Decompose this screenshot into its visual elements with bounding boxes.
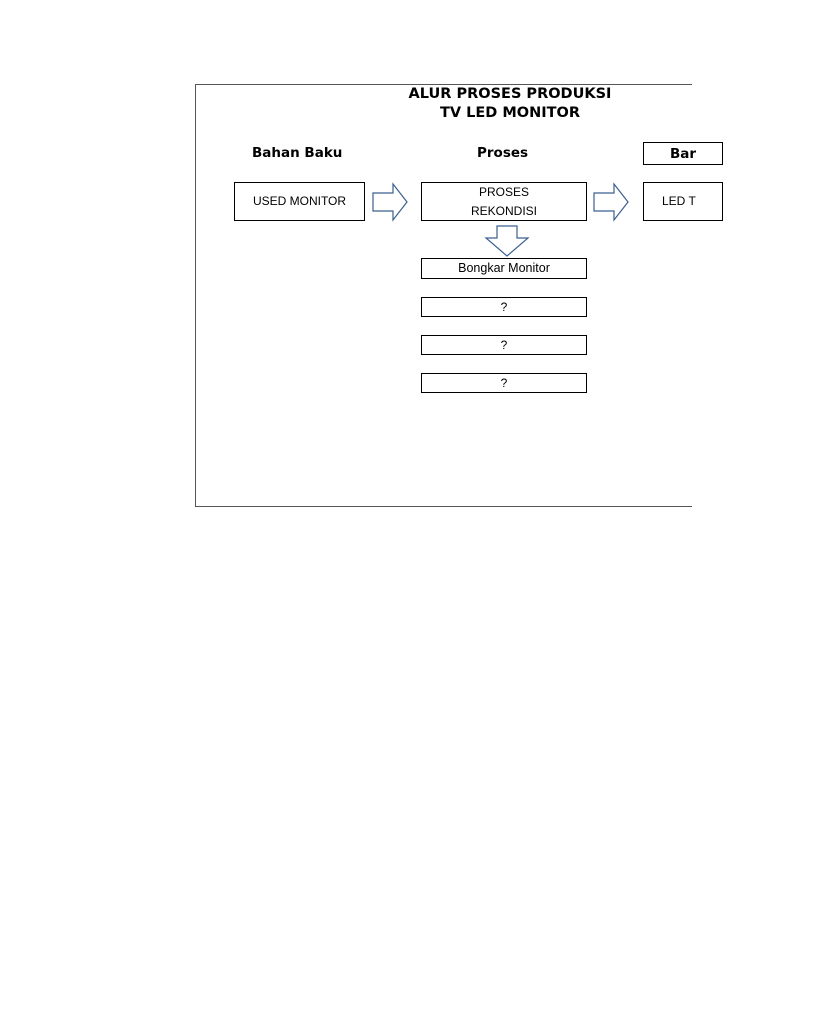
step-label: Bongkar Monitor [458,261,550,275]
block-arrow-right-icon [372,183,408,221]
column-heading-finished-goods [643,142,723,165]
block-arrow-right-icon [593,183,629,221]
step-box [421,297,587,317]
diagram-frame [195,84,697,507]
step-label: ? [500,375,508,390]
process-box-rekondisi [421,182,587,221]
diagram-title-line1: ALUR PROSES PRODUKSI [408,86,612,102]
process-box-label-line2: REKONDISI [470,203,537,218]
step-label: ? [500,337,508,352]
step-box [421,258,587,279]
process-box-label-line1: PROSES [478,184,529,199]
column-heading-finished-goods-label: Bar [670,145,697,162]
column-heading-raw-material: Bahan Baku [252,145,343,161]
input-box-used-monitor [234,182,365,221]
column-heading-process: Proses [477,145,529,161]
output-box-label: LED T [662,194,696,208]
diagram-title-line2: TV LED MONITOR [439,105,581,121]
step-box [421,335,587,355]
output-box-led-tv [643,182,723,221]
step-box [421,373,587,393]
block-arrow-down-icon [485,225,529,257]
input-box-label: USED MONITOR [252,194,347,208]
step-label: ? [500,299,508,314]
